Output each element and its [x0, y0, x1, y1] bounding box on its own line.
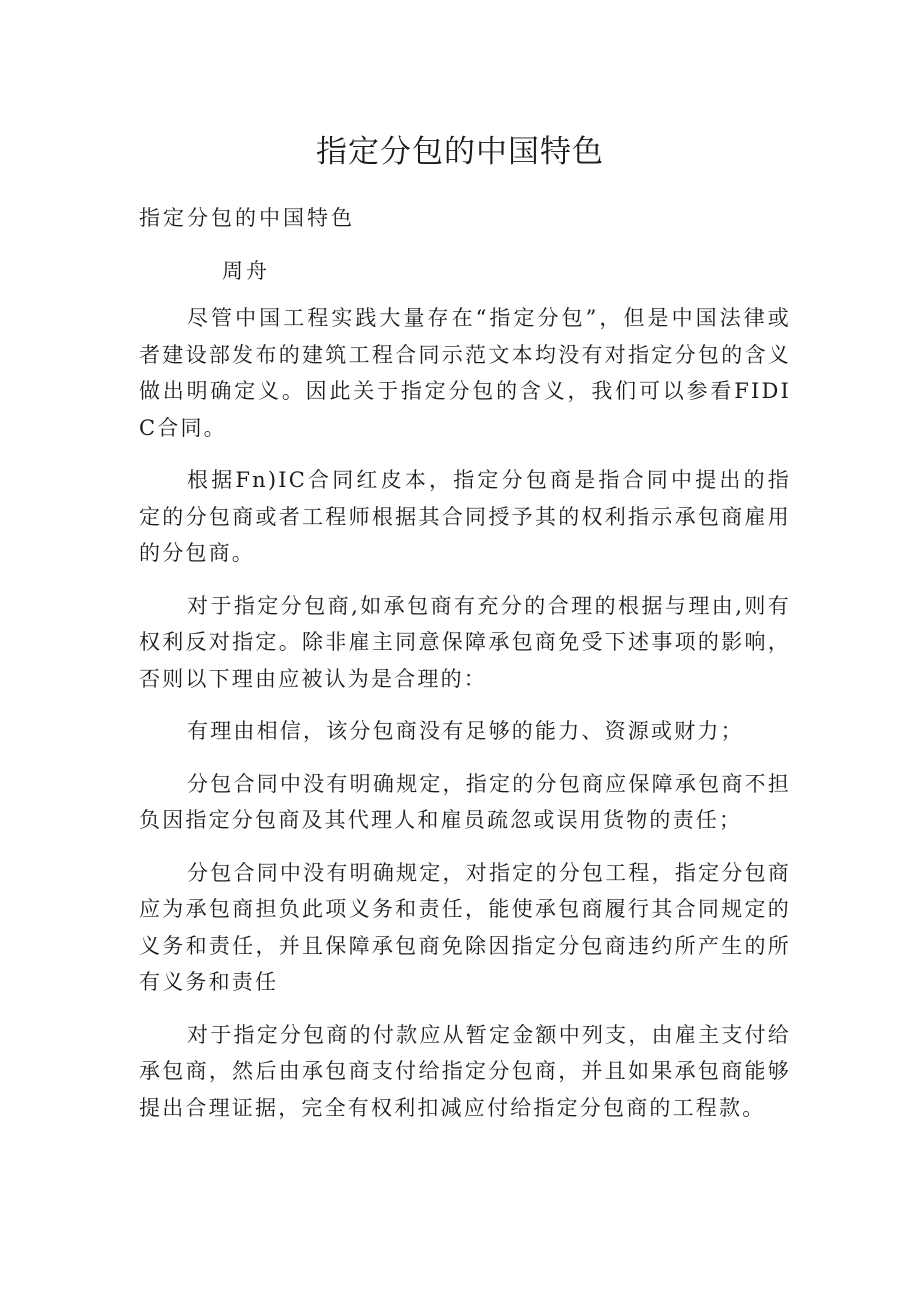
paragraph: 有理由相信，该分包商没有足够的能力、资源或财力； — [187, 719, 744, 743]
paragraph: 尽管中国工程实践大量存在“指定分包”，但是中国法律或者建设部发布的建筑工程合同示范文本均没有对指定分包的含义做出明确定义。因此关于指定分包的含义，我们可以参看FIDIC合同。 — [139, 306, 791, 440]
paragraph: 对于指定分包商,如承包商有充分的合理的根据与理由,则有权利反对指定。除非雇主同意保障承包商免受下述事项的影响，否则以下理由应被认为是合理的： — [139, 593, 791, 691]
document-subtitle: 指定分包的中国特色 — [139, 206, 355, 230]
paragraph: 分包合同中没有明确规定，指定的分包商应保障承包商不担负因指定分包商及其代理人和雇员疏忽或误用货物的责任； — [139, 771, 791, 832]
document-body — [139, 300, 791, 1142]
paragraph: 分包合同中没有明确规定，对指定的分包工程，指定分包商应为承包商担负此项义务和责任，能使承包商履行其合同规定的义务和责任，并且保障承包商免除因指定分包商违约所产生的所有义务和责任 — [139, 860, 791, 994]
document-title: 指定分包的中国特色 — [316, 134, 604, 170]
paragraph: 根据Fn)IC合同红皮本，指定分包商是指合同中提出的指定的分包商或者工程师根据其合同授予其的权利指示承包商雇用的分包商。 — [139, 468, 791, 565]
paragraph: 对于指定分包商的付款应从暂定金额中列支，由雇主支付给承包商，然后由承包商支付给指定分包商，并且如果承包商能够提出合理证据，完全有权利扣减应付给指定分包商的工程款。 — [139, 1022, 791, 1120]
author-name: 周舟 — [222, 259, 270, 283]
